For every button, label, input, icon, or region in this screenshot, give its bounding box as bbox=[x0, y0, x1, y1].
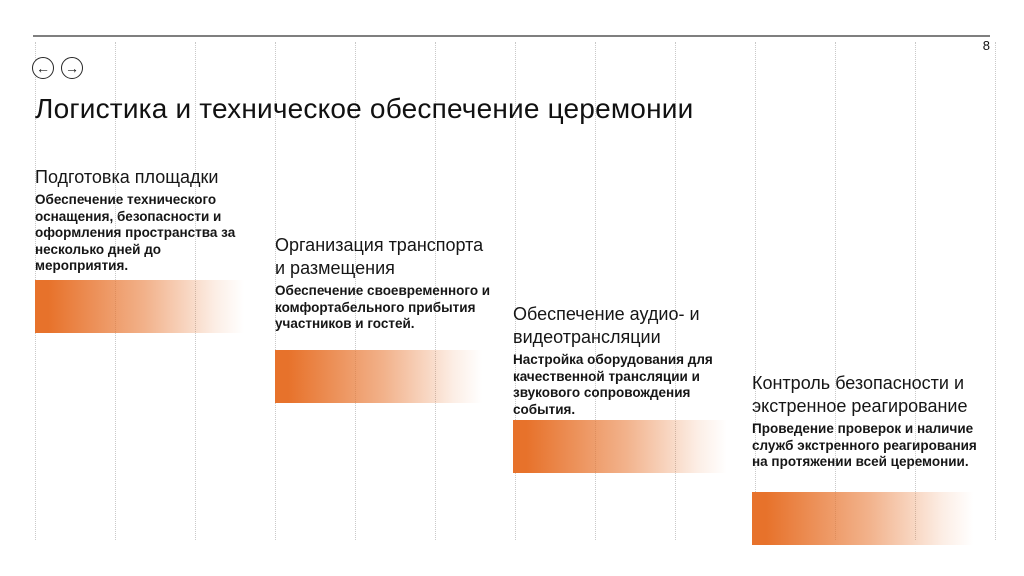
gradient-bar bbox=[275, 350, 493, 403]
next-slide-button[interactable] bbox=[61, 57, 83, 79]
step-audio-video-broadcast bbox=[513, 303, 738, 473]
step-title: Подготовка площадки bbox=[35, 167, 219, 187]
previous-slide-button[interactable] bbox=[32, 57, 54, 79]
gradient-bar bbox=[513, 420, 738, 473]
step-title: Контроль безопасности и экстренное реагирование bbox=[752, 373, 968, 416]
step-site-preparation bbox=[35, 166, 255, 333]
step-security-emergency bbox=[752, 372, 985, 545]
step-description: Проведение проверок и наличие служб экстренного реагирования на протяжении всей церемонии. bbox=[752, 421, 977, 469]
step-title: Организация транспорта и размещения bbox=[275, 235, 484, 278]
arrow-right-icon: → bbox=[65, 60, 79, 76]
step-description: Настройка оборудования для качественной трансляции и звукового сопровождения события. bbox=[513, 352, 713, 417]
gridline bbox=[995, 42, 996, 540]
slide-title: Логистика и техническое обеспечение церемонии bbox=[35, 93, 694, 124]
step-description: Обеспечение технического оснащения, безопасности и оформления пространства за несколько дней до мероприятия. bbox=[35, 192, 236, 273]
top-divider bbox=[33, 35, 990, 37]
step-title: Обеспечение аудио- и видеотрансляции bbox=[513, 304, 700, 347]
gradient-bar bbox=[35, 280, 255, 333]
page-number: 8 bbox=[982, 38, 990, 53]
gradient-bar bbox=[752, 492, 985, 545]
step-transport-accommodation bbox=[275, 234, 493, 403]
arrow-left-icon: ← bbox=[36, 60, 50, 76]
step-description: Обеспечение своевременного и комфортабельного прибытия участников и гостей. bbox=[275, 283, 491, 331]
